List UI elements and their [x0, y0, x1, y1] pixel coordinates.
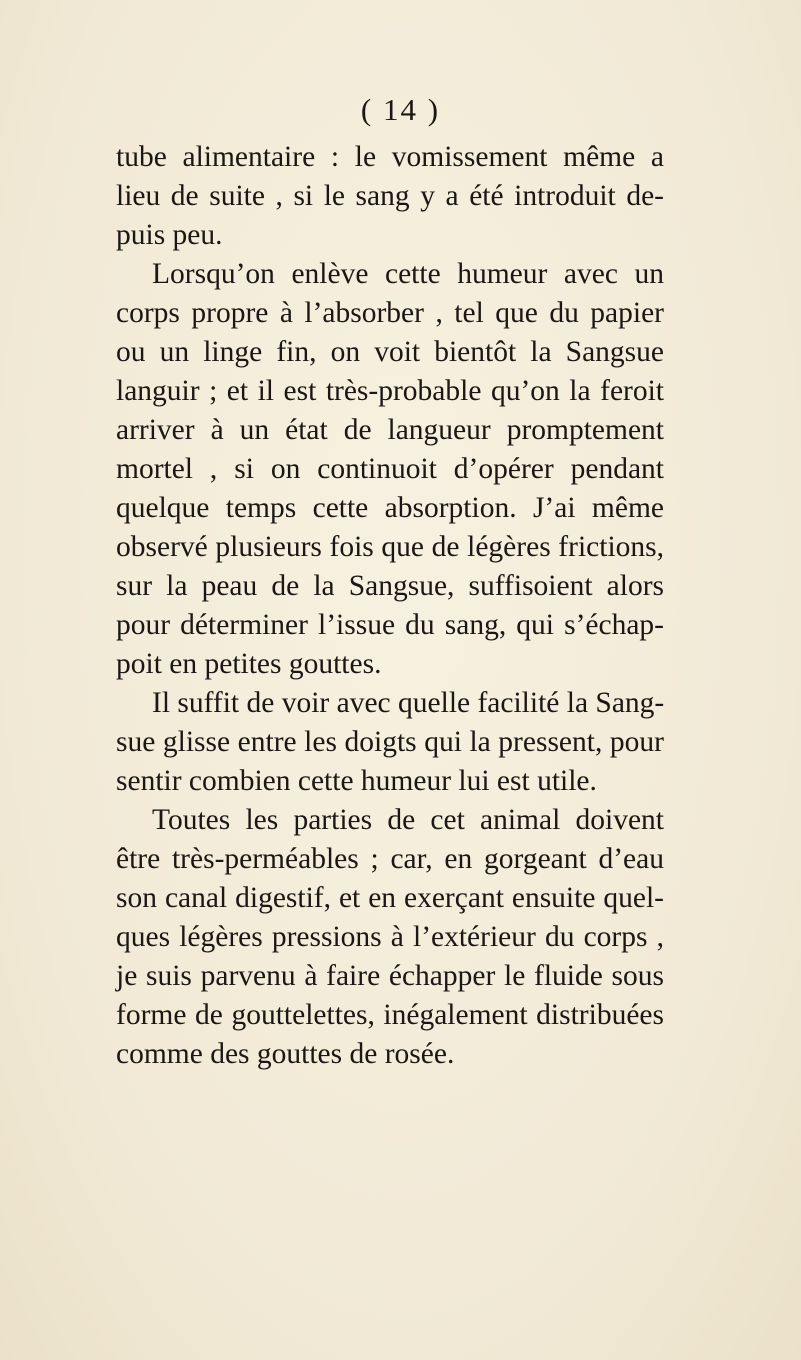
body-text [116, 138, 664, 1074]
text-line: Toutes les parties de cet animal doivent [152, 804, 664, 836]
text-line: lieu de suite , si le sang y a été introduit de- [116, 180, 664, 212]
text-line: ques légères pressions à l’extérieur du corps , [116, 921, 664, 953]
text-line: tube alimentaire : le vomissement même a [116, 141, 664, 173]
text-line: poit en petites gouttes. [116, 648, 382, 680]
text-line: mortel , si on continuoit d’opérer pendant [116, 453, 664, 485]
text-line: ou un linge fin, on voit bientôt la Sangsue [116, 336, 664, 368]
text-line: son canal digestif, et en exerçant ensuite quel- [116, 882, 664, 914]
text-line: Il suffit de voir avec quelle facilité la Sang- [152, 687, 665, 719]
text-line: je suis parvenu à faire échapper le fluide sous [116, 960, 664, 992]
paragraph-4 [116, 801, 664, 1074]
paragraph-1 [116, 138, 664, 255]
text-line: languir ; et il est très-probable qu’on la feroit [116, 375, 664, 407]
text-line: sentir combien cette humeur lui est utile. [116, 765, 597, 797]
text-line: sue glisse entre les doigts qui la pressent, pour [116, 726, 664, 758]
paragraph-2 [116, 255, 664, 684]
text-line: observé plusieurs fois que de légères frictions, [116, 531, 664, 563]
text-line: être très-perméables ; car, en gorgeant d’eau [116, 843, 664, 875]
text-line: forme de gouttelettes, inégalement distribuées [116, 999, 664, 1031]
text-line: pour déterminer l’issue du sang, qui s’échap- [116, 609, 664, 641]
text-line: puis peu. [116, 219, 223, 251]
text-line: comme des gouttes de rosée. [116, 1038, 455, 1070]
text-line: Lorsqu’on enlève cette humeur avec un [152, 258, 664, 290]
text-line: quelque temps cette absorption. J’ai même [116, 492, 664, 524]
text-line: corps propre à l’absorber , tel que du papier [116, 297, 664, 329]
page-number: ( 14 ) [360, 92, 441, 127]
text-line: sur la peau de la Sangsue, suffisoient alors [116, 570, 664, 602]
paragraph-3 [116, 684, 664, 801]
text-line: arriver à un état de langueur promptement [116, 414, 664, 446]
